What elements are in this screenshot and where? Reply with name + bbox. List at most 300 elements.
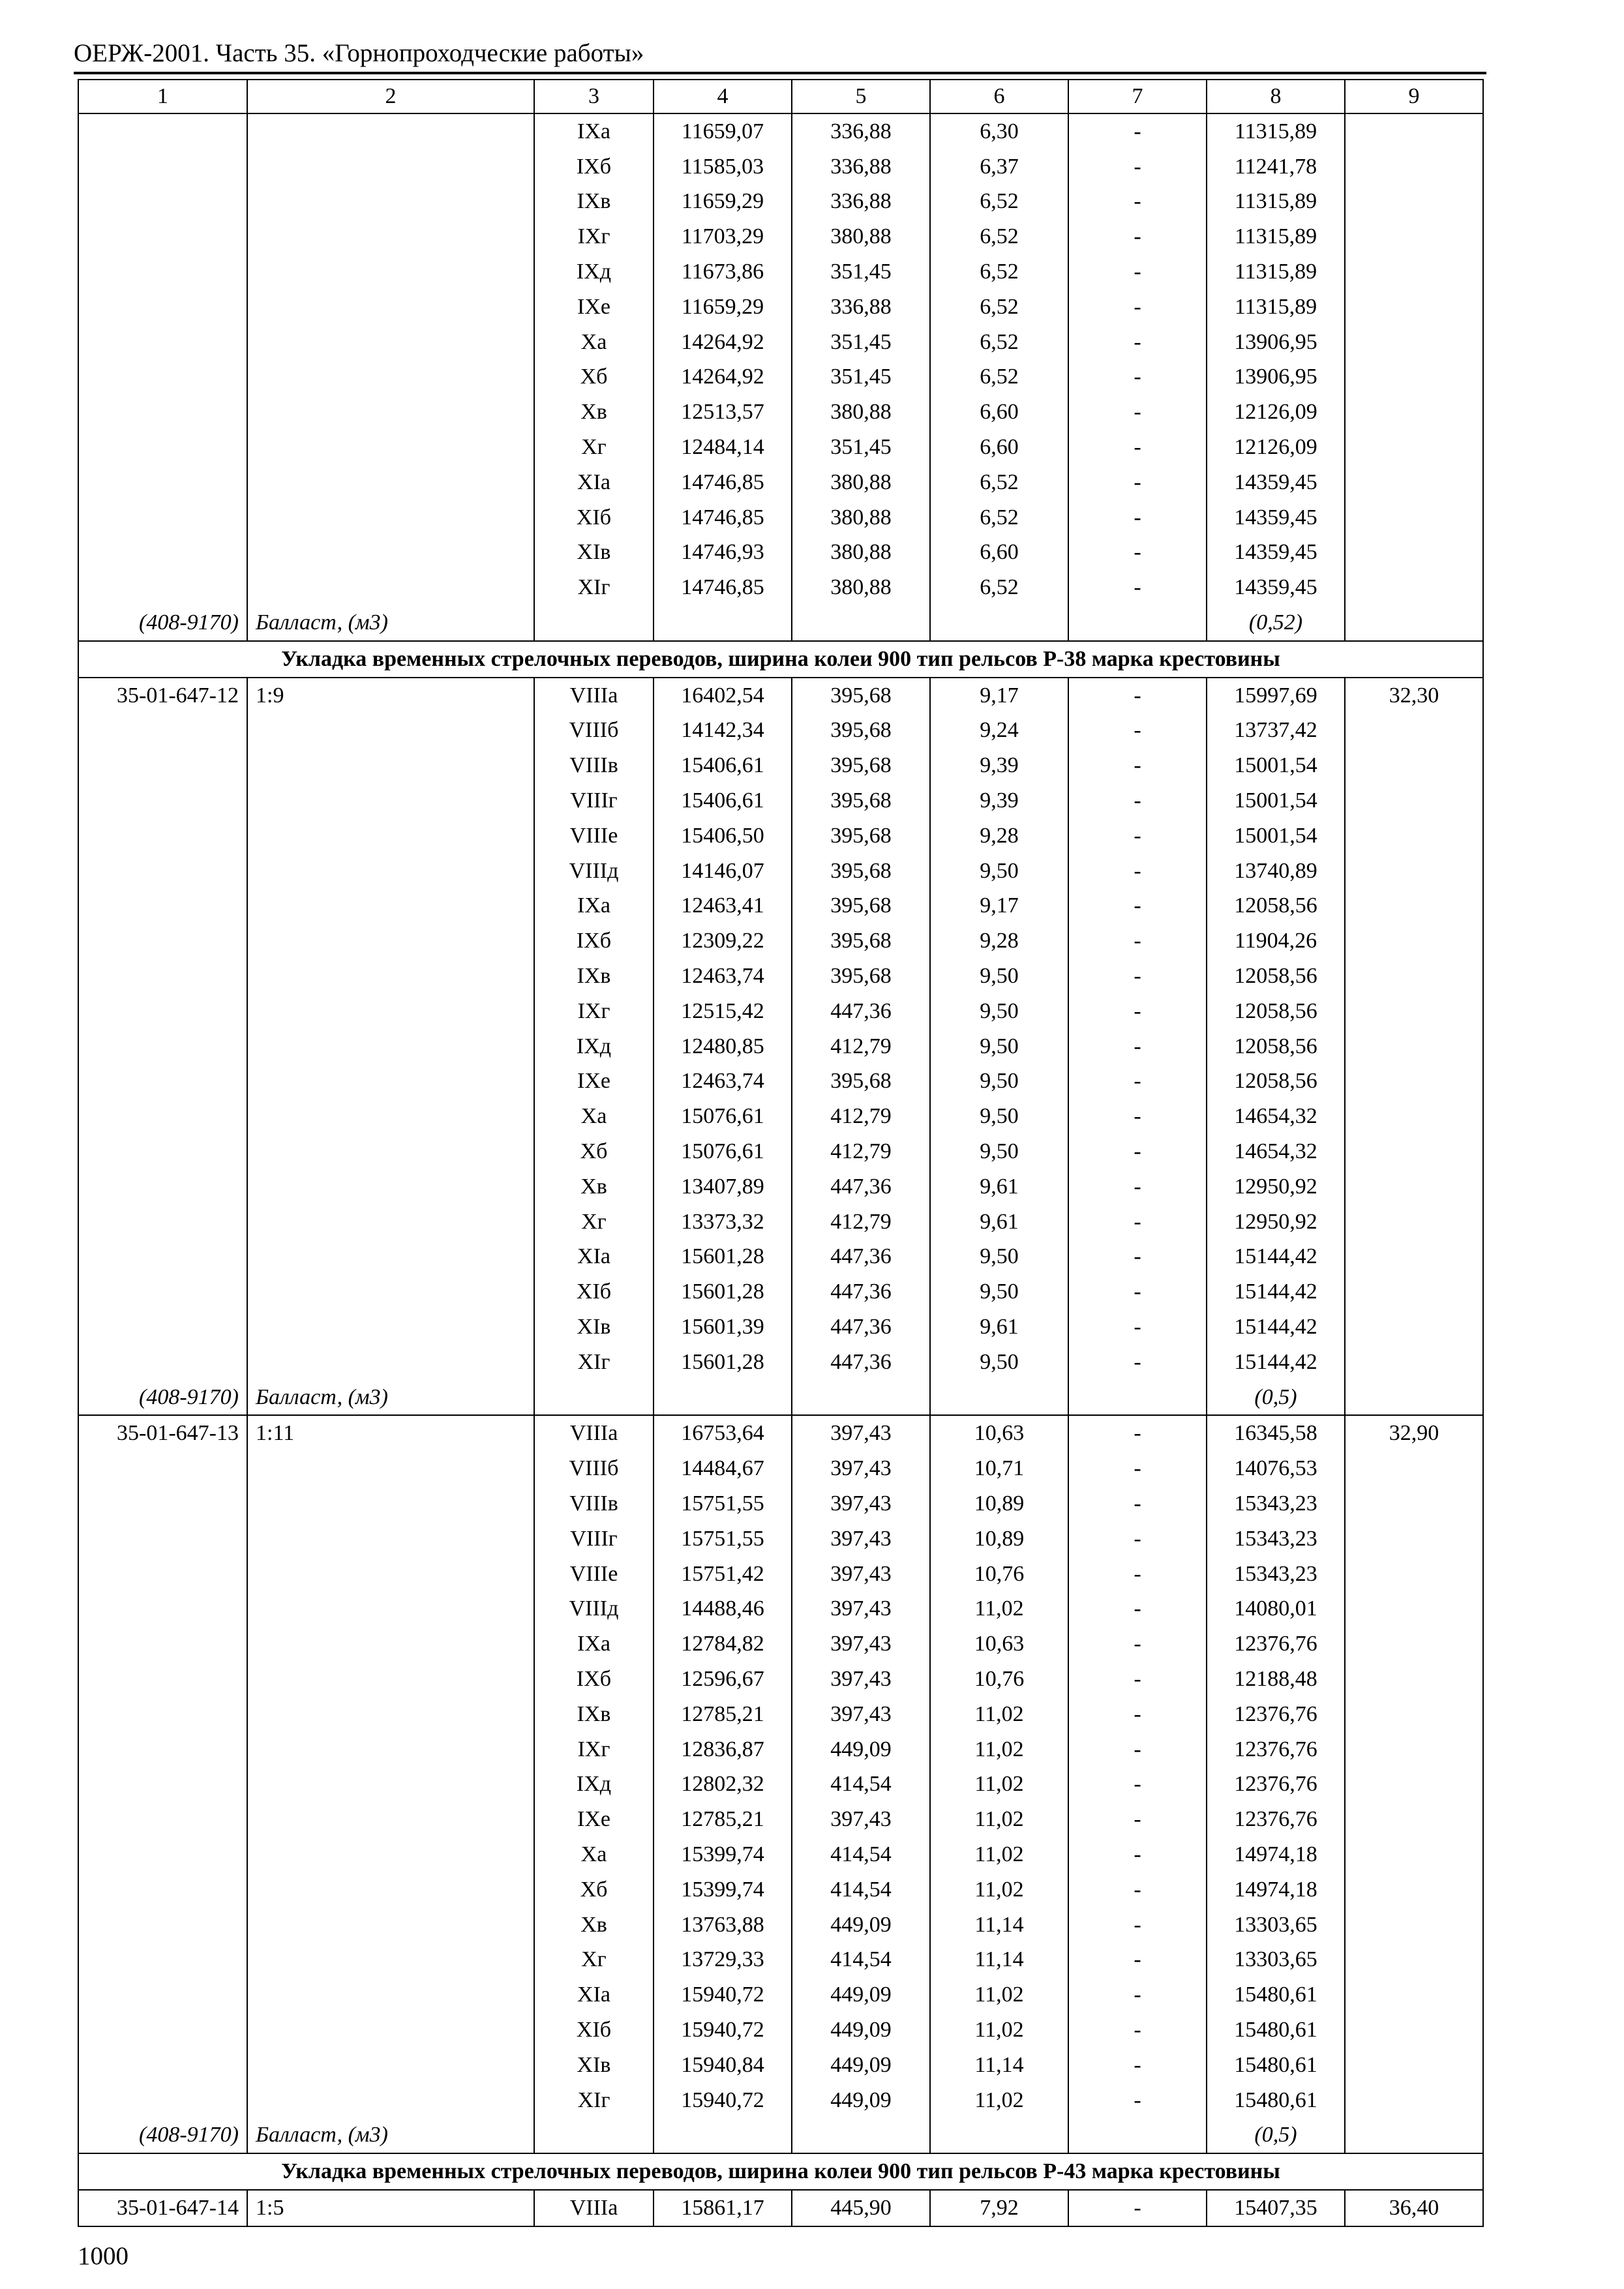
cell-col-2 <box>247 923 534 959</box>
cell-col-7: - <box>1068 854 1207 889</box>
cell-col-7: - <box>1068 219 1207 254</box>
cell-col-4: 12784,82 <box>654 1626 792 1662</box>
cell-col-7: - <box>1068 1872 1207 1908</box>
cell-col-2 <box>247 360 534 395</box>
cell-col-8: 13740,89 <box>1207 854 1345 889</box>
cell-col-3: XIа <box>534 1977 654 2012</box>
cell-col-8: 15144,42 <box>1207 1345 1345 1380</box>
cell-col-3: Xг <box>534 1942 654 1977</box>
cell-col-5: 414,54 <box>792 1837 930 1872</box>
cell-col-1: 35-01-647-12 <box>78 678 247 713</box>
cell-col-3: Xа <box>534 325 654 360</box>
cell-col-6: 11,02 <box>930 1977 1068 2012</box>
cell-col-7: - <box>1068 1029 1207 1064</box>
cell-col-8: 16345,58 <box>1207 1415 1345 1451</box>
cell-col-8: 15343,23 <box>1207 1521 1345 1557</box>
cell-col-7: - <box>1068 1415 1207 1451</box>
cell-col-2 <box>247 325 534 360</box>
table-row <box>78 1626 1483 1662</box>
cell-col-6: 10,63 <box>930 1415 1068 1451</box>
cell-col-5 <box>792 605 930 641</box>
cell-col-3: Xг <box>534 1204 654 1240</box>
cell-col-2 <box>247 254 534 290</box>
cell-col-6: 11,02 <box>930 2083 1068 2118</box>
cell-col-4: 12596,67 <box>654 1662 792 1697</box>
cell-col-9 <box>1345 1977 1483 2012</box>
cell-col-4: 12463,41 <box>654 889 792 924</box>
table-row <box>78 570 1483 605</box>
cell-col-1 <box>78 1451 247 1486</box>
cell-col-4: 14746,85 <box>654 465 792 500</box>
cell-col-1 <box>78 1274 247 1309</box>
cell-col-1 <box>78 465 247 500</box>
cell-col-5: 449,09 <box>792 1908 930 1943</box>
cell-col-7: - <box>1068 1134 1207 1169</box>
cell-col-6: 10,63 <box>930 1626 1068 1662</box>
cell-col-7: - <box>1068 1767 1207 1802</box>
cell-col-6: 9,61 <box>930 1204 1068 1240</box>
cell-col-2 <box>247 1908 534 1943</box>
cell-col-8: 11315,89 <box>1207 290 1345 325</box>
table-row <box>78 1274 1483 1309</box>
cell-col-7: - <box>1068 395 1207 430</box>
cell-col-5: 412,79 <box>792 1029 930 1064</box>
table-row <box>78 889 1483 924</box>
cell-col-9 <box>1345 1134 1483 1169</box>
cell-col-3: IXе <box>534 1064 654 1100</box>
cell-col-4: 11673,86 <box>654 254 792 290</box>
cell-col-8: 13906,95 <box>1207 325 1345 360</box>
cell-col-7: - <box>1068 1697 1207 1732</box>
cell-col-2 <box>247 1662 534 1697</box>
cell-col-8: (0,5) <box>1207 1380 1345 1416</box>
cell-col-1 <box>78 219 247 254</box>
cell-col-4: 12836,87 <box>654 1732 792 1767</box>
cell-col-1 <box>78 113 247 149</box>
cell-col-2 <box>247 1134 534 1169</box>
cell-col-9 <box>1345 1029 1483 1064</box>
cell-col-7: - <box>1068 1309 1207 1345</box>
table-row <box>78 535 1483 571</box>
cell-col-3: Xб <box>534 1134 654 1169</box>
cell-col-9 <box>1345 185 1483 220</box>
cell-col-2: 1:11 <box>247 1415 534 1451</box>
cell-col-4: 13407,89 <box>654 1169 792 1204</box>
cell-col-5 <box>792 2117 930 2153</box>
cell-col-1 <box>78 1837 247 1872</box>
cell-col-5: 397,43 <box>792 1591 930 1626</box>
table-row <box>78 1099 1483 1134</box>
table-row <box>78 1064 1483 1100</box>
cell-col-8: 11315,89 <box>1207 113 1345 149</box>
cell-col-8: 12126,09 <box>1207 395 1345 430</box>
cell-col-1 <box>78 748 247 783</box>
cell-col-4 <box>654 605 792 641</box>
cell-col-5: 395,68 <box>792 713 930 749</box>
cell-col-7: - <box>1068 1345 1207 1380</box>
table-row <box>78 500 1483 535</box>
cell-col-9 <box>1345 2012 1483 2048</box>
cell-col-7: - <box>1068 1837 1207 1872</box>
cell-col-3: IXг <box>534 1732 654 1767</box>
cell-col-7: - <box>1068 783 1207 818</box>
cell-col-6: 9,61 <box>930 1169 1068 1204</box>
table-row <box>78 2048 1483 2083</box>
cell-col-6: 10,89 <box>930 1486 1068 1521</box>
cell-col-2 <box>247 219 534 254</box>
cell-col-5: 447,36 <box>792 994 930 1029</box>
cell-col-1 <box>78 149 247 185</box>
cell-col-3: IXг <box>534 994 654 1029</box>
cell-col-1 <box>78 1662 247 1697</box>
cell-col-1 <box>78 1872 247 1908</box>
cell-col-8: 13303,65 <box>1207 1942 1345 1977</box>
column-header: 8 <box>1207 80 1345 113</box>
cell-col-2 <box>247 1872 534 1908</box>
cell-col-6: 11,02 <box>930 1697 1068 1732</box>
cell-col-5: 351,45 <box>792 254 930 290</box>
cell-col-1 <box>78 1134 247 1169</box>
cell-col-6 <box>930 1380 1068 1416</box>
rates-table <box>78 79 1484 2227</box>
cell-col-5: 380,88 <box>792 465 930 500</box>
cell-col-1 <box>78 1099 247 1134</box>
cell-col-8: 14974,18 <box>1207 1872 1345 1908</box>
table-row <box>78 1908 1483 1943</box>
cell-col-3: XIв <box>534 2048 654 2083</box>
cell-col-1 <box>78 1486 247 1521</box>
cell-col-8: 15480,61 <box>1207 1977 1345 2012</box>
cell-col-6: 6,52 <box>930 254 1068 290</box>
cell-col-7: - <box>1068 1662 1207 1697</box>
cell-col-1 <box>78 1064 247 1100</box>
cell-col-7: - <box>1068 113 1207 149</box>
section-heading-row <box>78 641 1483 678</box>
cell-col-5: 449,09 <box>792 1732 930 1767</box>
table-row <box>78 1557 1483 1592</box>
cell-col-2 <box>247 1309 534 1345</box>
cell-col-4: 14146,07 <box>654 854 792 889</box>
cell-col-8: 12376,76 <box>1207 1697 1345 1732</box>
table-row <box>78 1240 1483 1275</box>
cell-col-9 <box>1345 430 1483 465</box>
cell-col-9 <box>1345 1626 1483 1662</box>
cell-col-8: 12058,56 <box>1207 959 1345 994</box>
cell-col-8: 15407,35 <box>1207 2190 1345 2226</box>
cell-col-5: 412,79 <box>792 1204 930 1240</box>
cell-col-1 <box>78 325 247 360</box>
cell-col-7: - <box>1068 2012 1207 2048</box>
cell-col-1 <box>78 1591 247 1626</box>
cell-col-5: 380,88 <box>792 535 930 571</box>
cell-col-9 <box>1345 149 1483 185</box>
cell-col-4: 15940,72 <box>654 1977 792 2012</box>
cell-col-9 <box>1345 1204 1483 1240</box>
cell-col-5: 414,54 <box>792 1942 930 1977</box>
cell-col-4: 12515,42 <box>654 994 792 1029</box>
cell-col-4: 12785,21 <box>654 1802 792 1837</box>
cell-col-1 <box>78 1345 247 1380</box>
ballast-row <box>78 1380 1483 1416</box>
cell-col-4 <box>654 2117 792 2153</box>
cell-col-7: - <box>1068 1908 1207 1943</box>
cell-col-4: 11585,03 <box>654 149 792 185</box>
table-row <box>78 2190 1483 2226</box>
table-row <box>78 1697 1483 1732</box>
cell-col-5: 351,45 <box>792 325 930 360</box>
cell-col-7: - <box>1068 1099 1207 1134</box>
cell-col-1 <box>78 994 247 1029</box>
table-row <box>78 1591 1483 1626</box>
cell-col-4: 15940,84 <box>654 2048 792 2083</box>
cell-col-2 <box>247 1626 534 1662</box>
cell-col-3: VIIIг <box>534 783 654 818</box>
column-header: 1 <box>78 80 247 113</box>
cell-col-4: 15940,72 <box>654 2083 792 2118</box>
cell-col-9 <box>1345 994 1483 1029</box>
cell-col-1 <box>78 535 247 571</box>
cell-col-1 <box>78 1029 247 1064</box>
cell-col-7: - <box>1068 678 1207 713</box>
cell-col-9 <box>1345 2048 1483 2083</box>
cell-col-4: 15601,28 <box>654 1240 792 1275</box>
cell-col-3: IXд <box>534 254 654 290</box>
table-row <box>78 185 1483 220</box>
cell-col-6: 9,28 <box>930 818 1068 854</box>
cell-col-4: 14746,93 <box>654 535 792 571</box>
cell-col-8: 11315,89 <box>1207 185 1345 220</box>
table-row <box>78 360 1483 395</box>
column-header: 6 <box>930 80 1068 113</box>
cell-col-1 <box>78 1626 247 1662</box>
cell-col-3: IXб <box>534 923 654 959</box>
cell-col-4: 14264,92 <box>654 360 792 395</box>
cell-col-8: 15001,54 <box>1207 818 1345 854</box>
cell-col-4: 11659,07 <box>654 113 792 149</box>
column-header: 2 <box>247 80 534 113</box>
table-row <box>78 290 1483 325</box>
cell-col-6: 9,39 <box>930 783 1068 818</box>
cell-col-3: Xб <box>534 360 654 395</box>
table-row <box>78 678 1483 713</box>
cell-col-7: - <box>1068 185 1207 220</box>
cell-col-2 <box>247 1977 534 2012</box>
cell-col-1 <box>78 1240 247 1275</box>
column-header: 5 <box>792 80 930 113</box>
cell-col-5: 351,45 <box>792 360 930 395</box>
cell-col-3: XIа <box>534 465 654 500</box>
cell-col-6: 11,02 <box>930 1767 1068 1802</box>
cell-col-3: VIIIа <box>534 2190 654 2226</box>
cell-col-4: 12802,32 <box>654 1767 792 1802</box>
cell-col-8: 14654,32 <box>1207 1099 1345 1134</box>
cell-col-1 <box>78 1521 247 1557</box>
table-row <box>78 149 1483 185</box>
cell-col-7: - <box>1068 994 1207 1029</box>
cell-col-6: 6,52 <box>930 360 1068 395</box>
column-header: 4 <box>654 80 792 113</box>
cell-col-8: 12950,92 <box>1207 1204 1345 1240</box>
cell-col-3: VIIIе <box>534 818 654 854</box>
table-row <box>78 395 1483 430</box>
cell-col-1 <box>78 500 247 535</box>
cell-col-8: 12188,48 <box>1207 1662 1345 1697</box>
cell-col-1 <box>78 1732 247 1767</box>
cell-col-6: 9,17 <box>930 678 1068 713</box>
cell-col-9 <box>1345 113 1483 149</box>
table-row <box>78 1169 1483 1204</box>
cell-col-8: 12058,56 <box>1207 1064 1345 1100</box>
cell-col-3: XIг <box>534 1345 654 1380</box>
cell-col-7: - <box>1068 1240 1207 1275</box>
cell-col-6: 11,02 <box>930 1591 1068 1626</box>
cell-col-2 <box>247 395 534 430</box>
cell-col-9 <box>1345 465 1483 500</box>
table-row <box>78 1837 1483 1872</box>
cell-col-9 <box>1345 1662 1483 1697</box>
cell-col-5: 397,43 <box>792 1451 930 1486</box>
cell-col-7: - <box>1068 1802 1207 1837</box>
cell-col-1 <box>78 1557 247 1592</box>
cell-col-2 <box>247 1942 534 1977</box>
cell-col-5: 380,88 <box>792 219 930 254</box>
cell-col-6: 6,37 <box>930 149 1068 185</box>
table-row <box>78 854 1483 889</box>
cell-col-2 <box>247 959 534 994</box>
cell-col-5: 414,54 <box>792 1767 930 1802</box>
cell-col-5: 336,88 <box>792 185 930 220</box>
cell-col-8: 14359,45 <box>1207 535 1345 571</box>
cell-col-4: 13373,32 <box>654 1204 792 1240</box>
cell-col-9 <box>1345 1345 1483 1380</box>
cell-col-5: 336,88 <box>792 113 930 149</box>
cell-col-9 <box>1345 1380 1483 1416</box>
cell-col-4: 15751,42 <box>654 1557 792 1592</box>
cell-col-9 <box>1345 783 1483 818</box>
cell-col-1 <box>78 1767 247 1802</box>
cell-col-7: - <box>1068 1486 1207 1521</box>
cell-col-5: 397,43 <box>792 1557 930 1592</box>
cell-col-5: 397,43 <box>792 1486 930 1521</box>
cell-col-1 <box>78 570 247 605</box>
cell-col-7: - <box>1068 1942 1207 1977</box>
cell-col-7 <box>1068 2117 1207 2153</box>
cell-col-8: 14080,01 <box>1207 1591 1345 1626</box>
cell-col-2 <box>247 1274 534 1309</box>
cell-col-3: VIIIг <box>534 1521 654 1557</box>
cell-col-6: 9,50 <box>930 1099 1068 1134</box>
cell-col-5: 395,68 <box>792 923 930 959</box>
cell-col-8: 12376,76 <box>1207 1626 1345 1662</box>
cell-col-4: 15076,61 <box>654 1134 792 1169</box>
table-row <box>78 219 1483 254</box>
cell-col-6: 11,14 <box>930 1942 1068 1977</box>
cell-col-4: 11659,29 <box>654 290 792 325</box>
cell-col-4: 15406,61 <box>654 748 792 783</box>
cell-col-2 <box>247 1451 534 1486</box>
cell-col-6: 10,76 <box>930 1662 1068 1697</box>
cell-col-8: 12950,92 <box>1207 1169 1345 1204</box>
cell-col-7: - <box>1068 1204 1207 1240</box>
cell-col-7: - <box>1068 2048 1207 2083</box>
column-header-row <box>78 80 1483 113</box>
cell-col-2 <box>247 1240 534 1275</box>
cell-col-5: 412,79 <box>792 1099 930 1134</box>
cell-col-6: 6,30 <box>930 113 1068 149</box>
cell-col-6: 9,50 <box>930 1274 1068 1309</box>
cell-col-2 <box>247 1064 534 1100</box>
cell-col-6: 6,52 <box>930 570 1068 605</box>
cell-col-6: 6,60 <box>930 430 1068 465</box>
cell-col-2 <box>247 1099 534 1134</box>
table-row <box>78 1942 1483 1977</box>
cell-col-5: 395,68 <box>792 748 930 783</box>
cell-col-9 <box>1345 395 1483 430</box>
cell-col-7: - <box>1068 959 1207 994</box>
cell-col-3: IXб <box>534 149 654 185</box>
cell-col-6: 9,50 <box>930 959 1068 994</box>
cell-col-9 <box>1345 325 1483 360</box>
cell-col-1 <box>78 395 247 430</box>
cell-col-1: (408-9170) <box>78 605 247 641</box>
cell-col-4: 12463,74 <box>654 1064 792 1100</box>
cell-col-4: 14488,46 <box>654 1591 792 1626</box>
cell-col-5: 414,54 <box>792 1872 930 1908</box>
cell-col-9 <box>1345 1521 1483 1557</box>
cell-col-2 <box>247 748 534 783</box>
table-body <box>78 80 1483 2226</box>
ballast-row <box>78 2117 1483 2153</box>
cell-col-9 <box>1345 1942 1483 1977</box>
cell-col-3: Xв <box>534 1908 654 1943</box>
cell-col-4: 15940,72 <box>654 2012 792 2048</box>
cell-col-8: 11315,89 <box>1207 254 1345 290</box>
cell-col-7: - <box>1068 713 1207 749</box>
cell-col-2 <box>247 570 534 605</box>
table-row <box>78 1204 1483 1240</box>
table-row <box>78 1802 1483 1837</box>
cell-col-4: 16753,64 <box>654 1415 792 1451</box>
cell-col-2 <box>247 1557 534 1592</box>
cell-col-2 <box>247 854 534 889</box>
cell-col-3: IXв <box>534 1697 654 1732</box>
cell-col-1 <box>78 889 247 924</box>
cell-col-5: 336,88 <box>792 149 930 185</box>
table-row <box>78 1977 1483 2012</box>
cell-col-9 <box>1345 1591 1483 1626</box>
cell-col-7 <box>1068 605 1207 641</box>
cell-col-5: 449,09 <box>792 2012 930 2048</box>
cell-col-7: - <box>1068 1557 1207 1592</box>
cell-col-1 <box>78 854 247 889</box>
cell-col-9 <box>1345 1099 1483 1134</box>
table-row <box>78 465 1483 500</box>
table-row <box>78 1732 1483 1767</box>
cell-col-8: (0,52) <box>1207 605 1345 641</box>
cell-col-7: - <box>1068 2190 1207 2226</box>
cell-col-3: VIIIд <box>534 1591 654 1626</box>
cell-col-8: 14076,53 <box>1207 1451 1345 1486</box>
cell-col-3: IXа <box>534 1626 654 1662</box>
cell-col-2: 1:9 <box>247 678 534 713</box>
cell-col-3: Xв <box>534 395 654 430</box>
cell-col-7 <box>1068 1380 1207 1416</box>
table-row <box>78 1872 1483 1908</box>
cell-col-7: - <box>1068 535 1207 571</box>
cell-col-6: 9,50 <box>930 854 1068 889</box>
cell-col-3: XIв <box>534 535 654 571</box>
cell-col-3: XIб <box>534 2012 654 2048</box>
